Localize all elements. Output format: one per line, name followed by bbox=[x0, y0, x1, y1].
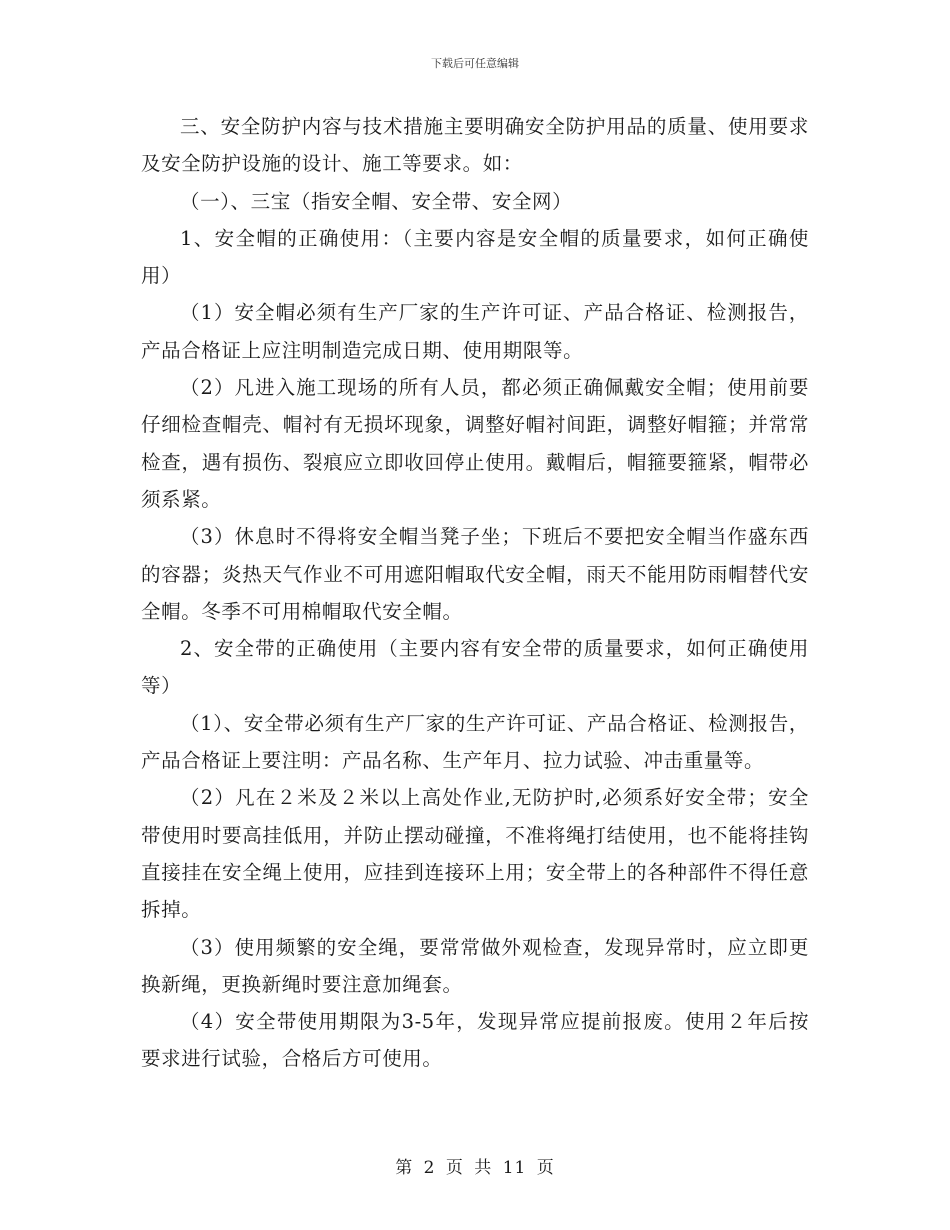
paragraph-intro: 三、安全防护内容与技术措施主要明确安全防护用品的质量、使用要求及安全防护设施的设计、施工等要求。如： bbox=[141, 115, 809, 176]
paragraph-belt-2: （2）凡在２米及２米以上高处作业,无防护时,必须系好安全带；安全带使用时要高挂低用，并防止摆动碰撞，不准将绳打结使用，也不能将挂钩直接挂在安全绳上使用，应挂到连接环上用；安全带上的各种部件不得任意拆掉。 bbox=[141, 786, 809, 922]
page-header-note: 下载后可任意编辑 bbox=[431, 57, 519, 70]
subheading-helmet-usage: 1、安全帽的正确使用：（主要内容是安全帽的质量要求，如何正确使用） bbox=[141, 226, 809, 288]
subheading-belt-usage: 2、安全带的正确使用（主要内容有安全带的质量要求，如何正确使用等） bbox=[141, 637, 809, 698]
paragraph-belt-1: （1）、安全带必须有生产厂家的生产许可证、产品合格证、检测报告，产品合格证上要注明：产品名称、生产年月、拉力试验、冲击重量等。 bbox=[141, 711, 809, 773]
section-heading-three-treasures: （一）、三宝（指安全帽、安全带、安全网） bbox=[180, 189, 573, 213]
paragraph-belt-4: （4）安全带使用期限为3-5年，发现异常应提前报废。使用２年后按要求进行试验，合格后方可使用。 bbox=[141, 1010, 809, 1071]
paragraph-helmet-1: （1）安全帽必须有生产厂家的生产许可证、产品合格证、检测报告，产品合格证上应注明制造完成日期、使用期限等。 bbox=[141, 301, 809, 362]
page-number: 第 2 页 共 11 页 bbox=[395, 1158, 555, 1178]
paragraph-belt-3: （3）使用频繁的安全绳，要常常做外观检查，发现异常时，应立即更换新绳，更换新绳时要注意加绳套。 bbox=[141, 935, 809, 996]
paragraph-helmet-2: （2）凡进入施工现场的所有人员，都必须正确佩戴安全帽；使用前要仔细检查帽壳、帽衬有无损坏现象，调整好帽衬间距，调整好帽箍；并常常检查，遇有损伤、裂痕应立即收回停止使用。戴帽后，帽箍要箍紧，帽带必须系紧。 bbox=[141, 376, 809, 511]
paragraph-helmet-3: （3）休息时不得将安全帽当凳子坐；下班后不要把安全帽当作盛东西的容器；炎热天气作业不可用遮阳帽取代安全帽，雨天不能用防雨帽替代安全帽。冬季不可用棉帽取代安全帽。 bbox=[141, 525, 809, 623]
document-body bbox=[141, 108, 809, 1078]
